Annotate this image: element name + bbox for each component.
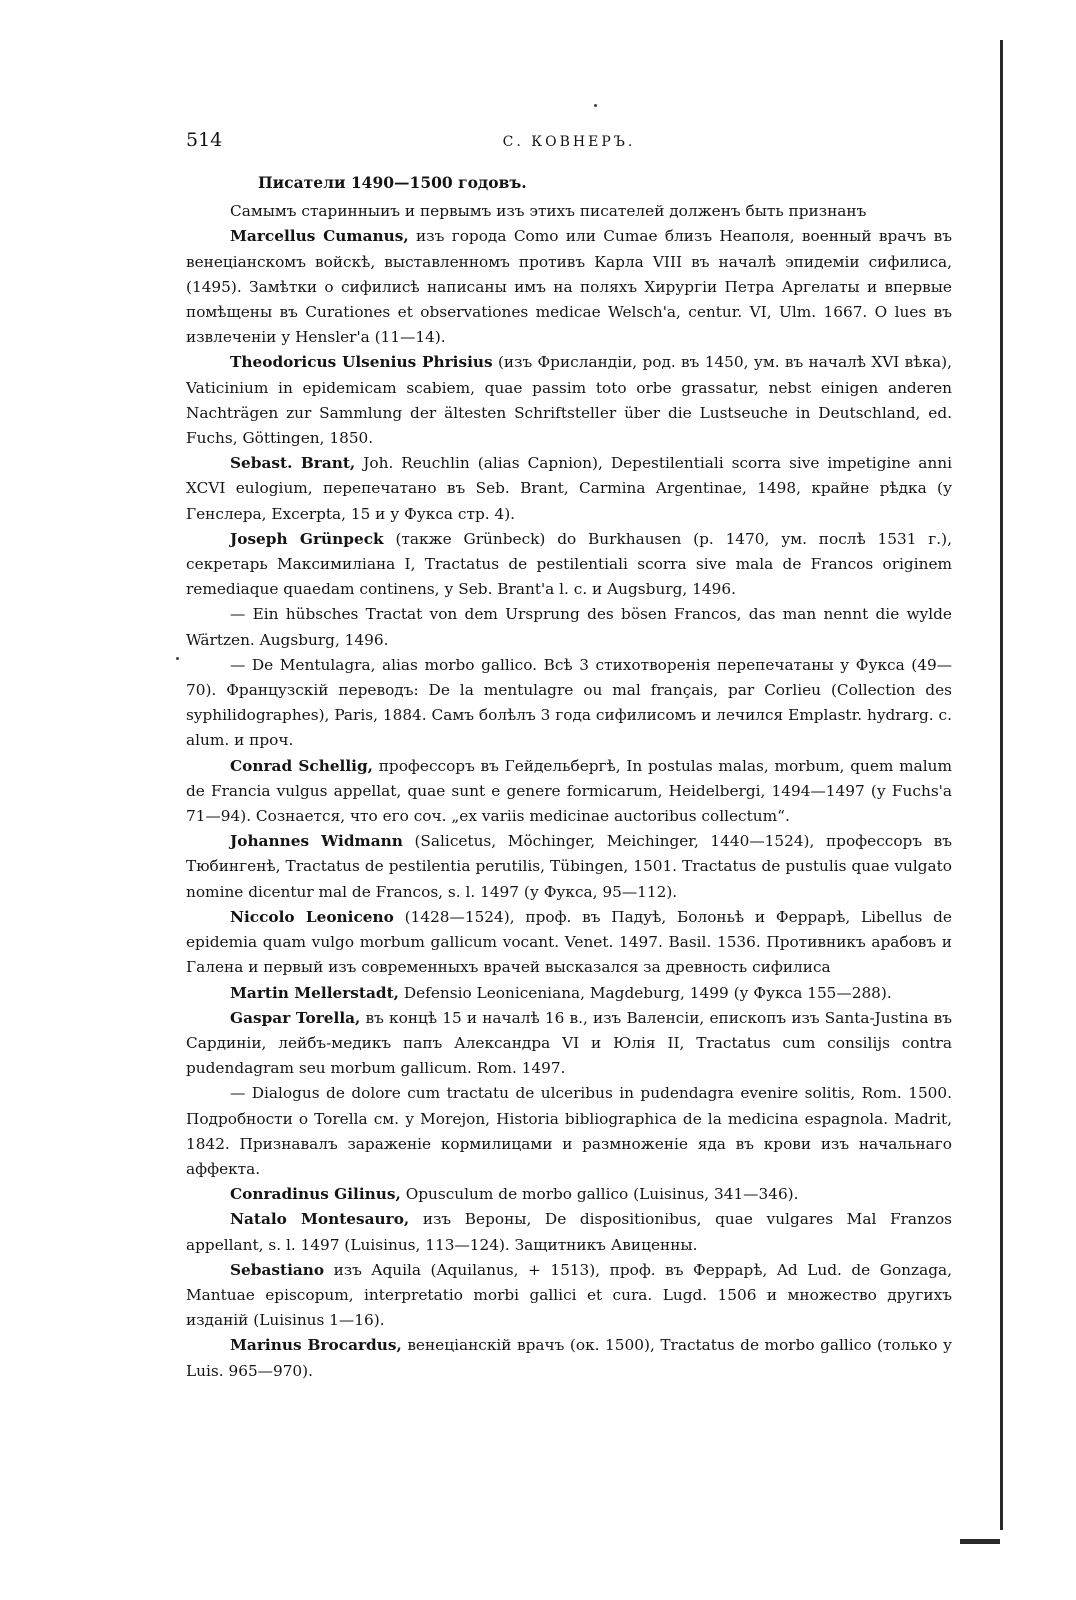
entries-list — [186, 224, 952, 1383]
bibliography-entry — [186, 754, 952, 830]
entry-text: — Dialogus de dolore cum tractatu de ulceribus in pudendagra evenire solitis, Rom. 1500. Подробности о Torella см. у Morejon, Historia bibliographica de la medicina espagnola. Madrit, 1842. Признавалъ зараженіе кормилицами и размноженіе яда въ крови изъ начальнаго аффекта. — [186, 1084, 952, 1178]
entry-text: Defensio Leoniceniana, Magdeburg, 1499 (у Фукса 155—288). — [398, 983, 892, 1002]
bibliography-entry — [186, 905, 952, 981]
entry-author: Sebastiano — [230, 1260, 325, 1279]
entry-author: Niccolo Leoniceno — [230, 907, 394, 926]
book-page — [186, 122, 952, 1384]
entry-text: въ концѣ 15 и началѣ 16 в., изъ Валенсіи, епископъ изъ Santa-Justina въ Сардиніи, лейбъ-медикъ папъ Александра VI и Юлія II, Tractatus cum consilijs contra pudendagram seu morbum gallicum. Rom. 1497. — [186, 1008, 952, 1078]
entry-text: (1428—1524), проф. въ Падуѣ, Болоньѣ и Феррарѣ, Libellus de epidemia quam vulgo morbum gallicum vocant. Venet. 1497. Basil. 1536. Противникъ арабовъ и Галена и первый изъ современныхъ врачей высказался за древность сифилиса — [186, 907, 952, 977]
page-header — [186, 122, 952, 156]
ink-speck — [594, 104, 597, 107]
intro-paragraph: Самымъ старинныиъ и первымъ изъ этихъ писателей долженъ быть признанъ — [230, 202, 867, 221]
entry-text: изъ города Como или Cumae близъ Неаполя, военный врачъ въ венеціанскомъ войскѣ, выставленномъ противъ Карла VIII въ началѣ эпидеміи сифилиса, (1495). Замѣтки о сифилисѣ написаны имъ на поляхъ Хирургіи Петра Аргелаты и впервые помѣщены въ Curationes et observationes medicae Welsch'a, centur. VI, Ulm. 1667. O lues въ извлеченіи у Hensler'а (11—14). — [186, 227, 952, 347]
entry-text: изъ Aquila (Aquilanus, + 1513), проф. въ Феррарѣ, Ad Lud. de Gonzaga, Mantuae episcopum, interpretatio morbi gallici et cura. Lugd. 1506 и множество другихъ изданій (Luisinus 1—16). — [186, 1260, 952, 1330]
bibliography-entry — [186, 981, 952, 1006]
bibliography-entry — [186, 1182, 952, 1207]
bibliography-entry — [186, 224, 952, 350]
entry-author: Marinus Brocardus, — [230, 1336, 402, 1355]
bibliography-entry — [186, 527, 952, 603]
entry-text: профессоръ въ Гейдельбергѣ, In postulas malas, morbum, quem malum de Francia vulgus appellat, quae sunt e genere formicarum, Heidelbergi, 1494—1497 (у Fuchs'а 71—94). Сознается, что его соч. „ex variis medicinae auctoribus collectum“. — [186, 756, 952, 826]
page-number: 514 — [186, 129, 223, 151]
entry-author: Sebast. Brant, — [230, 454, 356, 473]
entry-author: Natalo Montesauro, — [230, 1210, 410, 1229]
entry-text: изъ Вероны, De dispositionibus, quae vulgares Mal Franzos appellant, s. l. 1497 (Luisinus, 113—124). Защитникъ Авиценны. — [186, 1210, 952, 1254]
margin-rule — [1000, 40, 1003, 1530]
entry-text: (Salicetus, Möchinger, Meichinger, 1440—1524), профессоръ въ Тюбингенѣ, Tractatus de pestilentia perutilis, Tübingen, 1501. Tractatus de pustulis quae vulgato nomine dicentur mal de Francos, s. l. 1497 (у Фукса, 95—112). — [186, 832, 952, 901]
entry-author: Marcellus Cumanus, — [230, 227, 409, 246]
bibliography-entry — [186, 451, 952, 527]
bibliography-entry — [186, 350, 952, 451]
entry-author: Conrad Schellig, — [230, 756, 374, 775]
bibliography-entry — [186, 1207, 952, 1257]
entry-text: — De Mentulagra, alias morbo gallico. Всѣ 3 стихотворенія перепечатаны у Фукса (49—70). Французскій переводъ: De la mentulagre ou mal français, par Corlieu (Collection des syphilidographes), Paris, 1884. Самъ болѣлъ 3 года сифилисомъ и лечился Emplastr. hydrarg. c. alum. и проч. — [186, 655, 952, 750]
bibliography-entry — [186, 829, 952, 905]
bibliography-entry — [186, 1081, 952, 1182]
bibliography-entry — [186, 653, 952, 754]
entry-text: (изъ Фрисландіи, род. въ 1450, ум. въ началѣ XVI вѣка), Vaticinium in epidemicam scabiem, quae passim toto orbe grassatur, nebst einigen anderen Nachträgen zur Sammlung der ältesten Schriftsteller über die Lustseuche in Deutschland, ed. Fuchs, Göttingen, 1850. — [186, 353, 952, 448]
bibliography-entry — [186, 1006, 952, 1082]
ink-speck — [176, 657, 179, 660]
entry-author: Johannes Widmann — [230, 832, 403, 851]
edge-mark — [960, 1539, 1000, 1544]
entry-text: Opusculum de morbo gallico (Luisinus, 341—346). — [400, 1185, 799, 1204]
bibliography-entry — [186, 602, 952, 652]
bibliography-entry — [186, 1333, 952, 1383]
entry-text: — Ein hübsches Tractat von dem Ursprung des bösen Francos, das man nennt die wylde Wärtzen. Augsburg, 1496. — [186, 605, 952, 649]
entry-text: Joh. Reuchlin (alias Capnion), Depestilentiali scorra sive impetigine anni XCVI eulogium, перепечатано въ Seb. Brant, Carmina Argentinae, 1498, крайне рѣдка (у Генслера, Excerpta, 15 и у Фукса стр. 4). — [186, 454, 952, 523]
entry-author: Theodoricus Ulsenius Phrisius — [230, 353, 493, 372]
bibliography-entry — [186, 1258, 952, 1334]
entry-author: Gaspar Torella, — [230, 1008, 361, 1027]
entry-author: Martin Mellerstadt, — [230, 983, 399, 1002]
entry-author: Conradinus Gilinus, — [230, 1185, 401, 1204]
entry-text: венеціанскій врачъ (ок. 1500), Tractatus de morbo gallico (только у Luis. 965—970). — [186, 1336, 952, 1380]
entry-author: Joseph Grünpeck — [230, 529, 384, 548]
running-title: С. КОВНЕРЪ. — [502, 134, 636, 150]
section-title: Писатели 1490—1500 годовъ. — [258, 173, 527, 192]
entry-text: (также Grünbeck) do Burkhausen (р. 1470, ум. послѣ 1531 г.), секретарь Максимиліана I, Tractatus de pestilentiali scorra sive mala de Francos originem remediaque quaedam continens, у Seb. Brant'а l. c. и Augsburg, 1496. — [186, 529, 952, 599]
